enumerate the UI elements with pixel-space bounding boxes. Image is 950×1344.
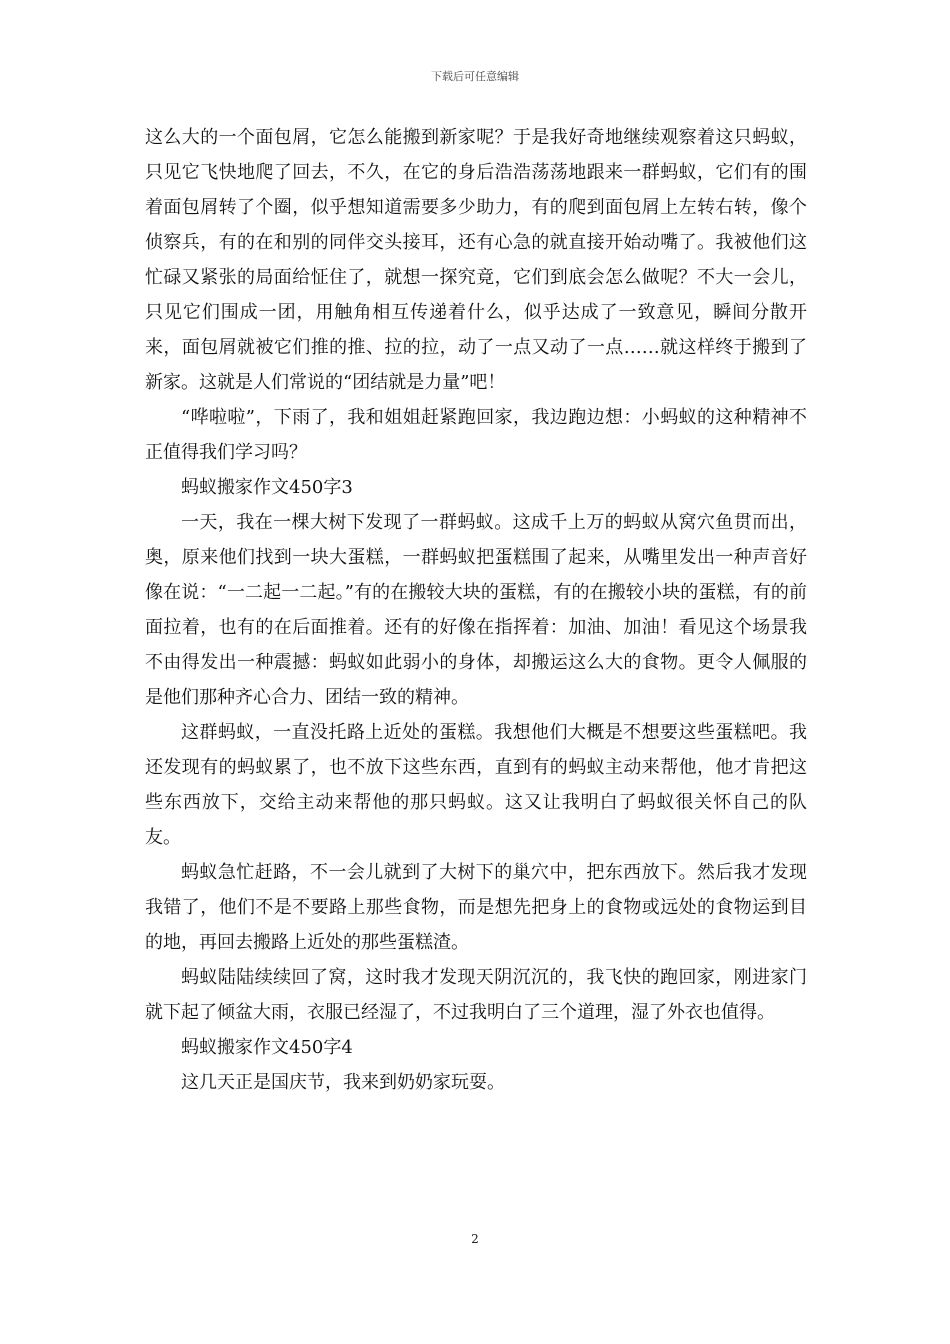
section-heading-3: 蚂蚁搬家作文450字3 <box>181 477 353 498</box>
paragraph-nearby-cake: 这群蚂蚁，一直没托路上近处的蛋糕。我想他们大概是不想要这些蛋糕吧。我还发现有的蚂蚁累了，也不放下这些东西，直到有的蚂蚁主动来帮他，他才肯把这些东西放下，交给主动来帮他的那只蚂蚁。这又让我明白了蚂蚁很关怀自己的队友。 <box>145 722 807 848</box>
document-body <box>145 120 807 1100</box>
paragraph-nest: 蚂蚁急忙赶路，不一会儿就到了大树下的巢穴中，把东西放下。然后我才发现我错了，他们不是不要路上那些食物，而是想先把身上的食物或远处的食物运到目的地，再回去搬路上近处的那些蛋糕渣。 <box>145 862 807 953</box>
paragraph-continuation: 这么大的一个面包屑，它怎么能搬到新家呢？于是我好奇地继续观察着这只蚂蚁，只见它飞快地爬了回去，不久，在它的身后浩浩荡荡地跟来一群蚂蚁，它们有的围着面包屑转了个圈，似乎想知道需要多少助力，有的爬到面包屑上左转右转，像个侦察兵，有的在和别的同伴交头接耳，还有心急的就直接开始动嘴了。我被他们这忙碌又紧张的局面给怔住了，就想一探究竟，它们到底会怎么做呢？不大一会儿，只见它们围成一团，用触角相互传递着什么，似乎达成了一致意见，瞬间分散开来，面包屑就被它们推的推、拉的拉，动了一点又动了一点……就这样终于搬到了新家。这就是人们常说的“团结就是力量”吧！ <box>145 127 807 393</box>
paragraph-storm: 蚂蚁陆陆续续回了窝，这时我才发现天阴沉沉的，我飞快的跑回家，刚进家门就下起了倾盆大雨，衣服已经湿了，不过我明白了三个道理，湿了外衣也值得。 <box>145 967 807 1023</box>
section-heading-4: 蚂蚁搬家作文450字4 <box>181 1037 353 1058</box>
paragraph-cake-discovery: 一天，我在一棵大树下发现了一群蚂蚁。这成千上万的蚂蚁从窝穴鱼贯而出，奥，原来他们找到一块大蛋糕，一群蚂蚁把蛋糕围了起来，从嘴里发出一种声音好像在说：“一二起一二起。”有的在搬较大块的蛋糕，有的在搬较小块的蛋糕，有的前面拉着，也有的在后面推着。还有的好像在指挥着：加油、加油！看见这个场景我不由得发出一种震撼：蚂蚁如此弱小的身体，却搬运这么大的食物。更令人佩服的是他们那种齐心合力、团结一致的精神。 <box>145 512 807 708</box>
page-header: 下载后可任意编辑 <box>431 70 519 83</box>
page-number: 2 <box>471 1232 479 1246</box>
paragraph-rain: “哗啦啦”，下雨了，我和姐姐赶紧跑回家，我边跑边想：小蚂蚁的这种精神不正值得我们学习吗？ <box>145 407 807 463</box>
paragraph-national-day: 这几天正是国庆节，我来到奶奶家玩耍。 <box>181 1072 505 1093</box>
